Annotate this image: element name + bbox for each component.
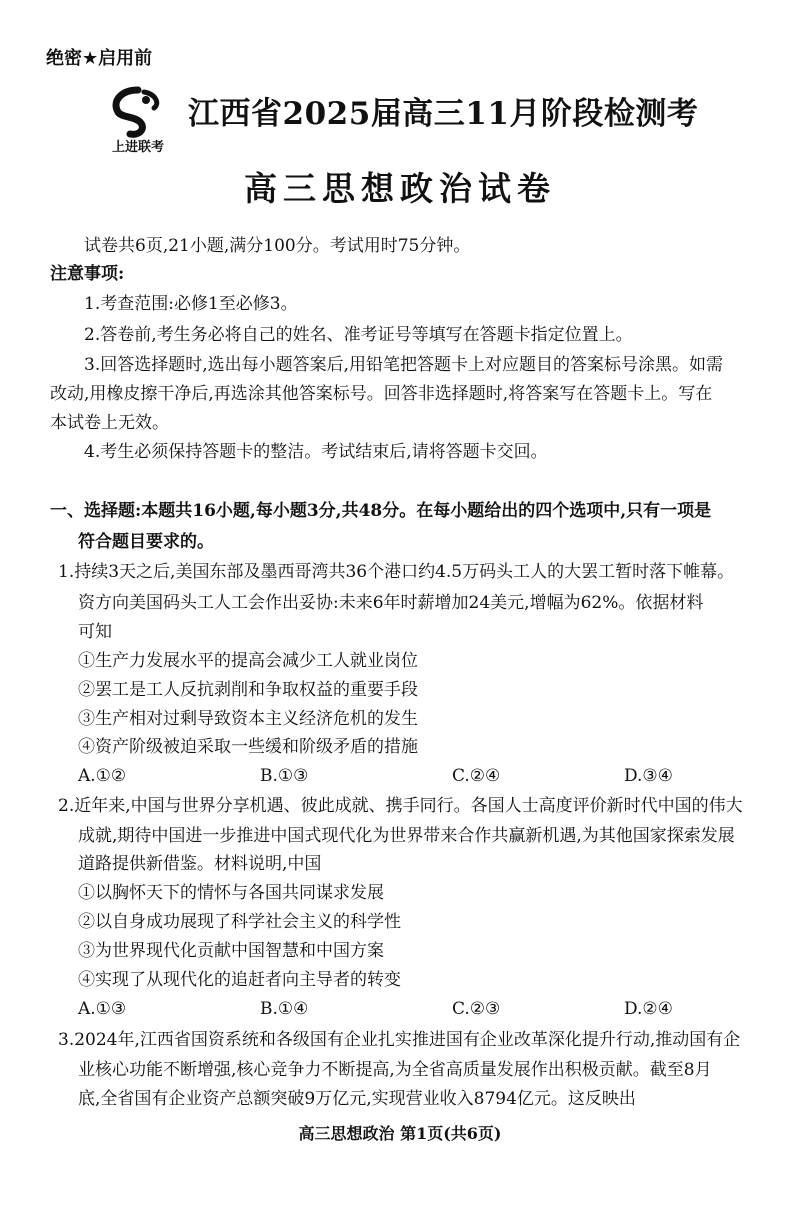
logo-swirl-icon	[100, 86, 176, 138]
logo-text: 上进联考	[111, 140, 164, 155]
q3-stem: 底,全省国有企业资产总额突破9万亿元,实现营业收入8794亿元。这反映出	[78, 1089, 636, 1109]
q2-statement: ②以自身成功展现了科学社会主义的科学性	[78, 912, 401, 932]
section-heading: 一、选择题:本题共16小题,每小题3分,共48分。在每小题给出的四个选项中,只有一项是	[50, 501, 712, 521]
exam-logo	[100, 86, 176, 160]
q1-stem: 可知	[78, 622, 112, 642]
q2-option-c[interactable]: C.②③	[452, 999, 501, 1019]
page-footer: 高三思想政治 第1页(共6页)	[298, 1124, 502, 1143]
paper-title: 高三思想政治试卷	[244, 169, 556, 208]
q1-stem: 1.持续3天之后,美国东部及墨西哥湾共36个港口约4.5万码头工人的大罢工暂时落下帷幕。	[58, 562, 735, 582]
q2-stem: 成就,期待中国进一步推进中国式现代化为世界带来合作共赢新机遇,为其他国家探索发展	[78, 826, 735, 846]
note-item: 4.考生必须保持答题卡的整洁。考试结束后,请将答题卡交回。	[84, 442, 548, 462]
q1-option-d[interactable]: D.③④	[624, 766, 673, 786]
q2-statement: ④实现了从现代化的追赶者向主导者的转变	[78, 970, 401, 990]
q1-stem: 资方向美国码头工人工会作出妥协:未来6年时薪增加24美元,增幅为62%。依据材料	[78, 593, 704, 613]
q1-statement: ①生产力发展水平的提高会减少工人就业岗位	[78, 651, 418, 671]
confidential-label: 绝密★启用前	[46, 48, 153, 69]
q1-statement: ④资产阶级被迫采取一些缓和阶级矛盾的措施	[78, 737, 418, 757]
q2-statement: ①以胸怀天下的情怀与各国共同谋求发展	[78, 883, 384, 903]
q1-option-c[interactable]: C.②④	[452, 766, 501, 786]
q2-option-d[interactable]: D.②④	[624, 999, 673, 1019]
section-heading-cont: 符合题目要求的。	[78, 532, 214, 552]
q2-stem: 道路提供新借鉴。材料说明,中国	[78, 854, 322, 874]
q3-stem: 业核心功能不断增强,核心竞争力不断提高,为全省高质量发展作出积极贡献。截至8月	[78, 1060, 712, 1080]
q2-statement: ③为世界现代化贡献中国智慧和中国方案	[78, 941, 384, 961]
exam-intro: 试卷共6页,21小题,满分100分。考试用时75分钟。	[84, 236, 471, 256]
note-item: 1.考查范围:必修1至必修3。	[84, 294, 298, 314]
q1-option-a[interactable]: A.①②	[78, 766, 127, 786]
note-item: 2.答卷前,考生务必将自己的姓名、准考证号等填写在答题卡指定位置上。	[84, 325, 633, 345]
note-item: 改动,用橡皮擦干净后,再选涂其他答案标号。回答非选择题时,将答案写在答题卡上。写在	[50, 384, 713, 404]
q1-statement: ③生产相对过剩导致资本主义经济危机的发生	[78, 709, 418, 729]
note-item: 本试卷上无效。	[50, 413, 169, 433]
q2-option-a[interactable]: A.①③	[78, 999, 127, 1019]
q2-option-b[interactable]: B.①④	[260, 999, 309, 1019]
notes-heading: 注意事项:	[50, 264, 125, 284]
note-item: 3.回答选择题时,选出每小题答案后,用铅笔把答题卡上对应题目的答案标号涂黑。如需	[84, 355, 724, 375]
q1-option-b[interactable]: B.①③	[260, 766, 309, 786]
exam-title: 江西省2025届高三11月阶段检测考	[188, 96, 699, 132]
q3-stem: 3.2024年,江西省国资系统和各级国有企业扎实推进国有企业改革深化提升行动,推动国有企	[58, 1030, 741, 1050]
q2-stem: 2.近年来,中国与世界分享机遇、彼此成就、携手同行。各国人士高度评价新时代中国的伟大	[58, 796, 743, 816]
q1-statement: ②罢工是工人反抗剥削和争取权益的重要手段	[78, 680, 418, 700]
